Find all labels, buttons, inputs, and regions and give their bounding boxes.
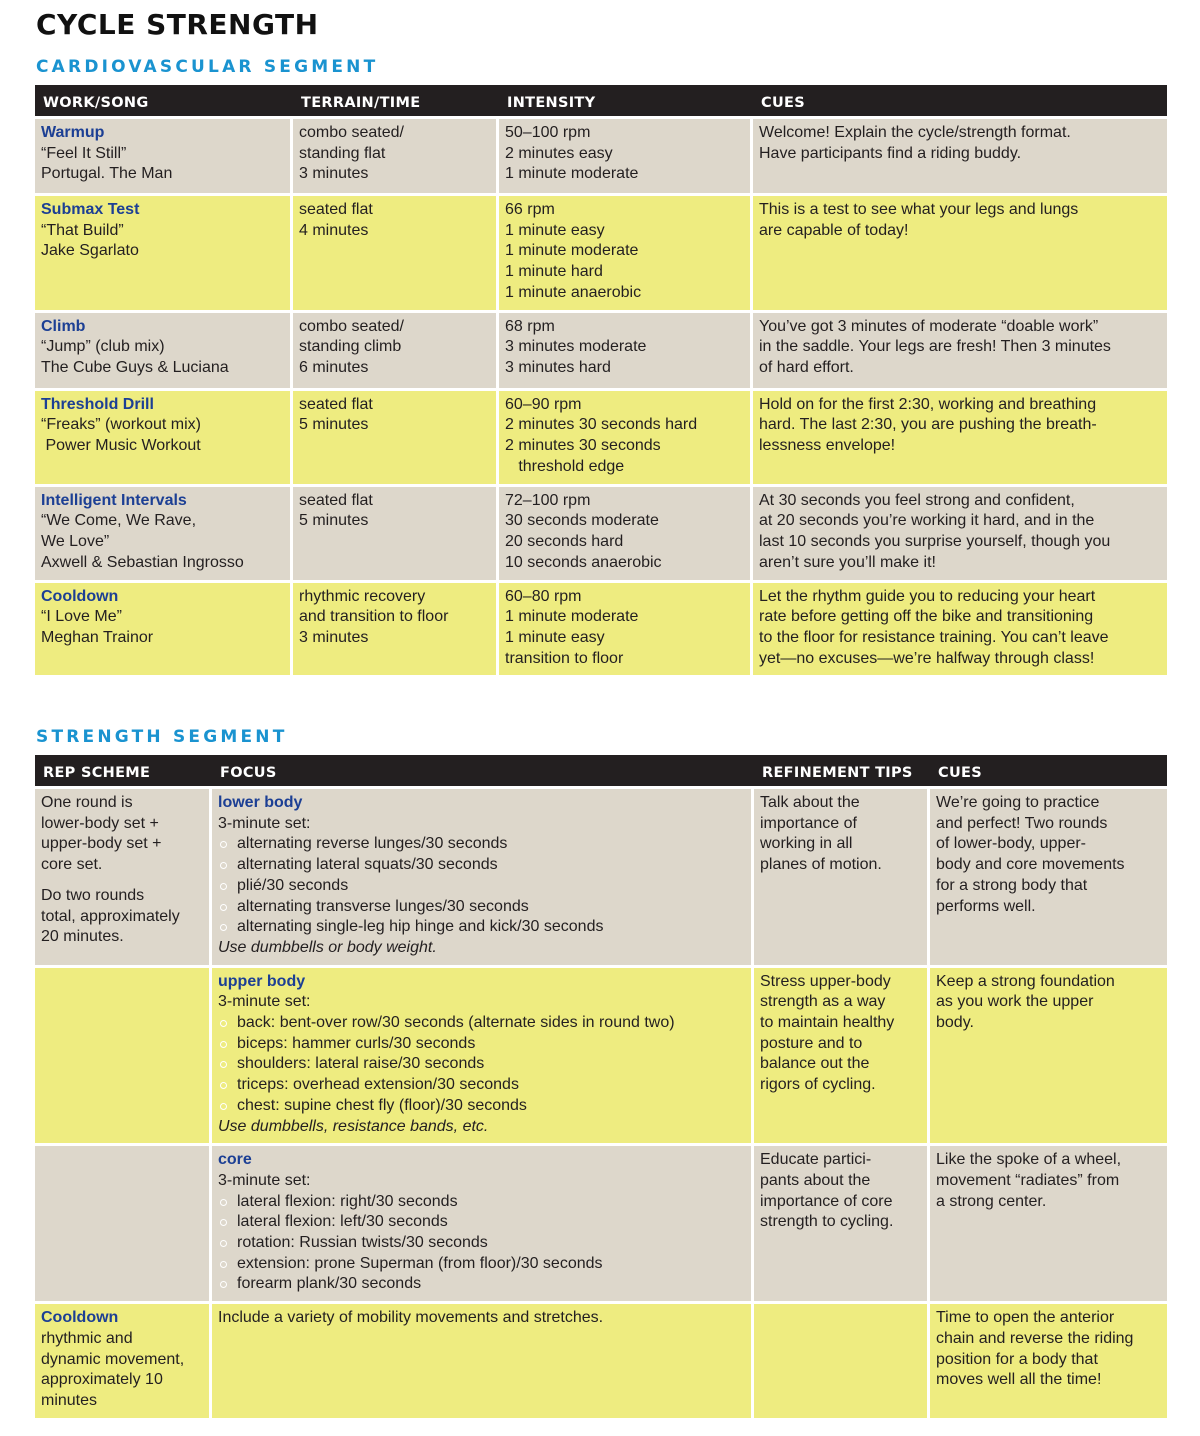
rep-line: core set. (41, 856, 103, 874)
song-line: The Cube Guys & Luciana (41, 358, 229, 376)
rep-line: dynamic movement, (41, 1350, 185, 1368)
song-line: Axwell & Sebastian Ingrosso (41, 553, 244, 571)
rep-scheme-cell (35, 965, 212, 1144)
list-item: chest: supine chest fly (floor)/30 seconds (218, 1096, 745, 1117)
rep-line: total, approximately (41, 907, 180, 925)
cardio-section-heading: CARDIOVASCULAR SEGMENT (36, 57, 379, 77)
rep-line: 20 minutes. (41, 928, 124, 946)
cue-line: Time to open the anterior (936, 1309, 1115, 1327)
cues-cell (753, 116, 1167, 193)
cue-line: Have participants find a riding buddy. (759, 144, 1022, 162)
terrain-cell (293, 193, 499, 310)
song-line: “Freaks” (workout mix) (41, 416, 202, 434)
intensity-cell (499, 484, 753, 580)
terrain-line: 5 minutes (299, 416, 369, 434)
cue-line: lessness envelope! (759, 436, 896, 454)
page-title: CYCLE STRENGTH (36, 8, 319, 41)
table-row (35, 1143, 1167, 1301)
tip-line: planes of motion. (760, 856, 882, 874)
equipment-note: Use dumbbells, resistance bands, etc. (218, 1117, 489, 1135)
terrain-cell (293, 388, 499, 484)
header-cues: CUES (753, 85, 1167, 116)
cue-line: hard. The last 2:30, you are pushing the breath- (759, 416, 1097, 434)
list-item: biceps: hammer curls/30 seconds (218, 1034, 745, 1055)
cue-line: Like the spoke of a wheel, (936, 1151, 1122, 1169)
intensity-line: 60–90 rpm (505, 395, 582, 413)
cue-line: Keep a strong foundation (936, 972, 1115, 990)
table-row (35, 965, 1167, 1144)
rep-line: lower-body set + (41, 814, 159, 832)
tip-line: strength to cycling. (760, 1213, 894, 1231)
intensity-line: 1 minute easy (505, 221, 605, 239)
rep-line: minutes (41, 1392, 98, 1410)
rep-line: rhythmic and (41, 1329, 133, 1347)
work-song-cell (35, 484, 293, 580)
cue-line: of hard effort. (759, 358, 854, 376)
set-label: 3-minute set: (218, 1171, 311, 1189)
intensity-cell (499, 193, 753, 310)
rep-line: Do two rounds (41, 886, 145, 904)
intensity-line: 2 minutes 30 seconds (505, 436, 661, 454)
song-line: “Feel It Still” (41, 144, 127, 162)
tip-line: Educate partici- (760, 1151, 872, 1169)
tip-line: posture and to (760, 1034, 863, 1052)
tip-line: working in all (760, 835, 853, 853)
work-name: Intelligent Intervals (41, 491, 187, 509)
exercise-list (218, 834, 745, 938)
cue-line: are capable of today! (759, 221, 909, 239)
cues-cell (753, 580, 1167, 676)
list-item: rotation: Russian twists/30 seconds (218, 1233, 745, 1254)
cue-line: at 20 seconds you’re working it hard, and in the (759, 512, 1095, 530)
intensity-cell (499, 310, 753, 388)
tip-line: to maintain healthy (760, 1014, 895, 1032)
list-item: extension: prone Superman (from floor)/30 seconds (218, 1254, 745, 1275)
rep-scheme-cell (35, 1301, 212, 1418)
cues-cell (753, 193, 1167, 310)
cues-cell (930, 1143, 1167, 1301)
tip-line: importance of core (760, 1192, 893, 1210)
terrain-line: 3 minutes (299, 628, 369, 646)
song-line: Meghan Trainor (41, 628, 154, 646)
cues-cell (753, 310, 1167, 388)
cardio-table (35, 85, 1167, 675)
header-refinement-tips: REFINEMENT TIPS (754, 755, 930, 786)
cue-line: body and core movements (936, 856, 1125, 874)
cue-line: performs well. (936, 897, 1036, 915)
focus-cell (212, 1143, 754, 1301)
song-line: Power Music Workout (41, 436, 201, 454)
header-rep-scheme: REP SCHEME (35, 755, 212, 786)
tips-cell (754, 786, 930, 965)
table-row (35, 786, 1167, 965)
focus-name: core (218, 1151, 252, 1169)
list-item: triceps: overhead extension/30 seconds (218, 1075, 745, 1096)
header-intensity: INTENSITY (499, 85, 753, 116)
intensity-cell (499, 580, 753, 676)
work-song-cell (35, 193, 293, 310)
cue-line: in the saddle. Your legs are fresh! Then 3 minutes (759, 338, 1111, 356)
rep-line: One round is (41, 794, 133, 811)
song-line: Portugal. The Man (41, 165, 173, 183)
song-line: “We Come, We Rave, (41, 512, 197, 530)
intensity-line: 30 seconds moderate (505, 512, 659, 530)
song-line: “I Love Me” (41, 608, 122, 626)
cue-line: and perfect! Two rounds (936, 814, 1108, 832)
work-name: Warmup (41, 124, 105, 141)
terrain-cell (293, 116, 499, 193)
intensity-line: 1 minute easy (505, 628, 605, 646)
intensity-line: 72–100 rpm (505, 491, 591, 509)
table-row (35, 484, 1167, 580)
table-row (35, 193, 1167, 310)
cue-line: moves well all the time! (936, 1371, 1102, 1389)
intensity-line: 3 minutes hard (505, 358, 611, 376)
cue-line: At 30 seconds you feel strong and confident, (759, 491, 1075, 509)
cue-line: a strong center. (936, 1192, 1047, 1210)
list-item: shoulders: lateral raise/30 seconds (218, 1054, 745, 1075)
cue-line: We’re going to practice (936, 794, 1100, 811)
focus-text: Include a variety of mobility movements and stretches. (218, 1309, 604, 1327)
cue-line: to the floor for resistance training. You can’t leave (759, 628, 1109, 646)
song-line: “Jump” (club mix) (41, 338, 165, 356)
cue-line: You’ve got 3 minutes of moderate “doable work” (759, 317, 1099, 335)
intensity-line: 1 minute moderate (505, 242, 639, 260)
focus-cell (212, 965, 754, 1144)
tips-cell (754, 1301, 930, 1418)
rep-line: approximately 10 (41, 1371, 163, 1389)
terrain-line: standing flat (299, 144, 386, 162)
intensity-line: 66 rpm (505, 201, 555, 218)
song-line: Jake Sgarlato (41, 242, 139, 260)
focus-name: upper body (218, 972, 306, 990)
cue-line: aren’t sure you’ll make it! (759, 553, 936, 571)
table-row (35, 580, 1167, 676)
intensity-line: 1 minute moderate (505, 608, 639, 626)
rep-scheme-cell (35, 786, 212, 965)
cue-line: position for a body that (936, 1350, 1098, 1368)
work-song-cell (35, 388, 293, 484)
focus-name: lower body (218, 794, 303, 811)
cues-cell (930, 965, 1167, 1144)
tips-cell (754, 1143, 930, 1301)
work-name: Submax Test (41, 201, 140, 218)
rep-scheme-cell (35, 1143, 212, 1301)
list-item: lateral flexion: right/30 seconds (218, 1192, 745, 1213)
cue-line: chain and reverse the riding (936, 1329, 1134, 1347)
terrain-line: 3 minutes (299, 165, 369, 183)
song-line: We Love” (41, 532, 110, 550)
intensity-line: threshold edge (505, 457, 625, 475)
work-name: Threshold Drill (41, 395, 154, 413)
intensity-line: 3 minutes moderate (505, 338, 647, 356)
tip-line: importance of (760, 814, 857, 832)
table-row (35, 388, 1167, 484)
terrain-cell (293, 484, 499, 580)
terrain-line: combo seated/ (299, 317, 404, 335)
cue-line: Let the rhythm guide you to reducing your heart (759, 587, 1096, 605)
work-song-cell (35, 116, 293, 193)
tip-line: balance out the (760, 1055, 870, 1073)
tip-line: Talk about the (760, 794, 860, 811)
strength-table (35, 755, 1167, 1418)
intensity-line: 1 minute anaerobic (505, 283, 642, 301)
cue-line: Welcome! Explain the cycle/strength format. (759, 124, 1071, 141)
tip-line: rigors of cycling. (760, 1076, 876, 1094)
intensity-line: 1 minute hard (505, 263, 603, 281)
cue-line: rate before getting off the bike and transitioning (759, 608, 1094, 626)
table-row (35, 116, 1167, 193)
list-item: forearm plank/30 seconds (218, 1274, 745, 1295)
intensity-line: 2 minutes easy (505, 144, 613, 162)
terrain-line: and transition to floor (299, 608, 449, 626)
tips-cell (754, 965, 930, 1144)
cues-cell (930, 1301, 1167, 1418)
cooldown-name: Cooldown (41, 1309, 119, 1327)
exercise-list (218, 1192, 745, 1296)
set-label: 3-minute set: (218, 993, 311, 1011)
equipment-note: Use dumbbells or body weight. (218, 938, 437, 956)
cue-line: for a strong body that (936, 876, 1088, 894)
terrain-line: seated flat (299, 201, 373, 218)
list-item: alternating reverse lunges/30 seconds (218, 834, 745, 855)
strength-header-row (35, 755, 1167, 786)
strength-section-heading: STRENGTH SEGMENT (36, 727, 288, 747)
terrain-line: 6 minutes (299, 358, 369, 376)
work-song-cell (35, 580, 293, 676)
work-song-cell (35, 310, 293, 388)
intensity-cell (499, 388, 753, 484)
cue-line: Hold on for the first 2:30, working and breathing (759, 395, 1097, 413)
list-item: alternating single-leg hip hinge and kick/30 seconds (218, 917, 745, 938)
cue-line: of lower-body, upper- (936, 835, 1086, 853)
tip-line: strength as a way (760, 993, 886, 1011)
list-item: alternating transverse lunges/30 seconds (218, 897, 745, 918)
tip-line: Stress upper-body (760, 972, 891, 990)
header-terrain-time: TERRAIN/TIME (293, 85, 499, 116)
header-work-song: WORK/SONG (35, 85, 293, 116)
cues-cell (753, 484, 1167, 580)
cue-line: This is a test to see what your legs and lungs (759, 201, 1079, 218)
song-line: “That Build” (41, 221, 124, 239)
cue-line: movement “radiates” from (936, 1171, 1120, 1189)
terrain-line: seated flat (299, 491, 373, 509)
paragraph-gap (41, 876, 203, 886)
intensity-cell (499, 116, 753, 193)
intensity-line: transition to floor (505, 649, 624, 667)
table-row (35, 310, 1167, 388)
rep-line: upper-body set + (41, 835, 162, 853)
tip-line: pants about the (760, 1171, 871, 1189)
list-item: plié/30 seconds (218, 876, 745, 897)
exercise-list (218, 1013, 745, 1117)
intensity-line: 50–100 rpm (505, 124, 591, 141)
cue-line: body. (936, 1014, 974, 1032)
table-row (35, 1301, 1167, 1418)
list-item: alternating lateral squats/30 seconds (218, 855, 745, 876)
intensity-line: 2 minutes 30 seconds hard (505, 416, 698, 434)
terrain-line: 4 minutes (299, 221, 369, 239)
intensity-line: 1 minute moderate (505, 165, 639, 183)
focus-cell (212, 1301, 754, 1418)
cardio-header-row (35, 85, 1167, 116)
cue-line: yet—no excuses—we’re halfway through class! (759, 649, 1095, 667)
intensity-line: 68 rpm (505, 317, 555, 335)
terrain-cell (293, 580, 499, 676)
intensity-line: 60–80 rpm (505, 587, 582, 605)
work-name: Climb (41, 317, 86, 335)
cues-cell (753, 388, 1167, 484)
header-strength-cues: CUES (930, 755, 1167, 786)
work-name: Cooldown (41, 587, 119, 605)
terrain-line: 5 minutes (299, 512, 369, 530)
list-item: back: bent-over row/30 seconds (alternate sides in round two) (218, 1013, 745, 1034)
header-focus: FOCUS (212, 755, 754, 786)
set-label: 3-minute set: (218, 814, 311, 832)
terrain-line: standing climb (299, 338, 402, 356)
terrain-cell (293, 310, 499, 388)
terrain-line: rhythmic recovery (299, 587, 426, 605)
intensity-line: 20 seconds hard (505, 532, 624, 550)
cues-cell (930, 786, 1167, 965)
cue-line: last 10 seconds you surprise yourself, though you (759, 532, 1111, 550)
terrain-line: seated flat (299, 395, 373, 413)
list-item: lateral flexion: left/30 seconds (218, 1212, 745, 1233)
intensity-line: 10 seconds anaerobic (505, 553, 662, 571)
focus-cell (212, 786, 754, 965)
terrain-line: combo seated/ (299, 124, 404, 141)
cue-line: as you work the upper (936, 993, 1094, 1011)
